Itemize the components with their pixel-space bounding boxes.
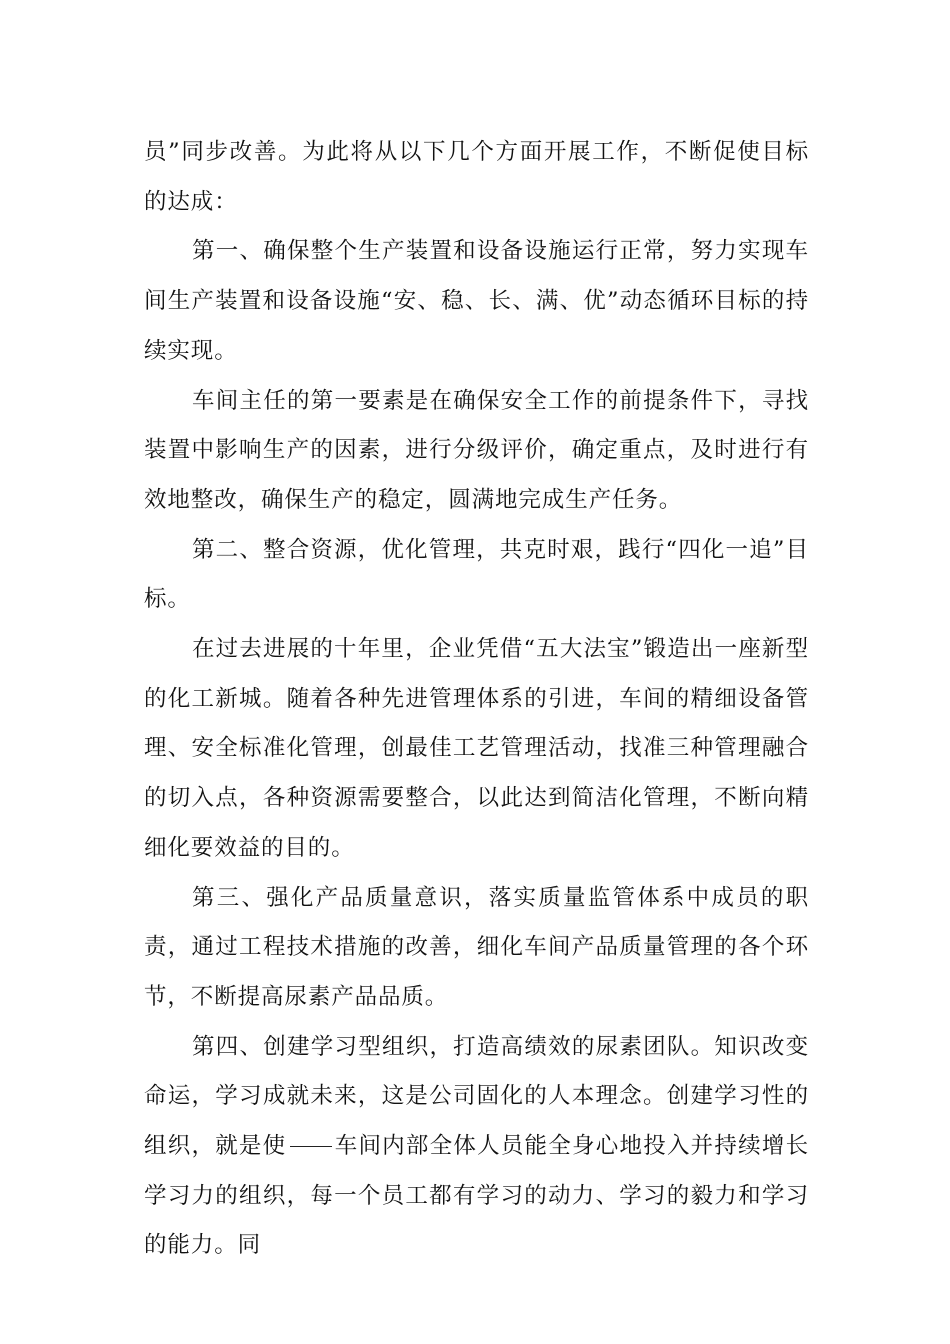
paragraph-second-point: 第二、整合资源，优化管理，共克时艰，践行“四化一追”目标。 [144,536,809,613]
paragraph-third-point: 第三、强化产品质量意识，落实质量监管体系中成员的职责，通过工程技术措施的改善，细化车间产品质量管理的各个环节，不断提高尿素产品品质。 [144,884,809,1010]
paragraph-first-point: 第一、确保整个生产装置和设备设施运行正常，努力实现车间生产装置和设备设施“安、稳、长、满、优”动态循环目标的持续实现。 [144,238,809,364]
paragraph-fourth-point [144,1023,809,1272]
paragraph-past-decade: 在过去进展的十年里，企业凭借“五大法宝”锻造出一座新型的化工新城。随着各种先进管理体系的引进，车间的精细设备管理、安全标准化管理，创最佳工艺管理活动，找准三种管理融合的切入点，各种资源需要整合，以此达到简洁化管理，不断向精细化要效益的目的。 [144,636,809,861]
paragraph-fourth-text-before-blank: 第四、创建学习型组织，打造高绩效的尿素团队。知识改变命运，学习成就未来，这是公司固化的人本理念。创建学习性的组织，就是使 [144,1033,809,1160]
paragraph-director-duty: 车间主任的第一要素是在确保安全工作的前提条件下，寻找装置中影响生产的因素，进行分级评价，确定重点，及时进行有效地整改，确保生产的稳定，圆满地完成生产任务。 [144,387,809,513]
paragraph-continuation: 员”同步改善。为此将从以下几个方面开展工作，不断促使目标的达成： [144,139,809,215]
document-body [144,128,809,1271]
paragraph-fourth-text-after-blank: 车间内部全体人员能全身心地投入并持续增长学习力的组织，每一个员工都有学习的动力、学习的毅力和学习的能力。同 [144,1133,809,1259]
fill-in-blank-line [290,1146,332,1147]
